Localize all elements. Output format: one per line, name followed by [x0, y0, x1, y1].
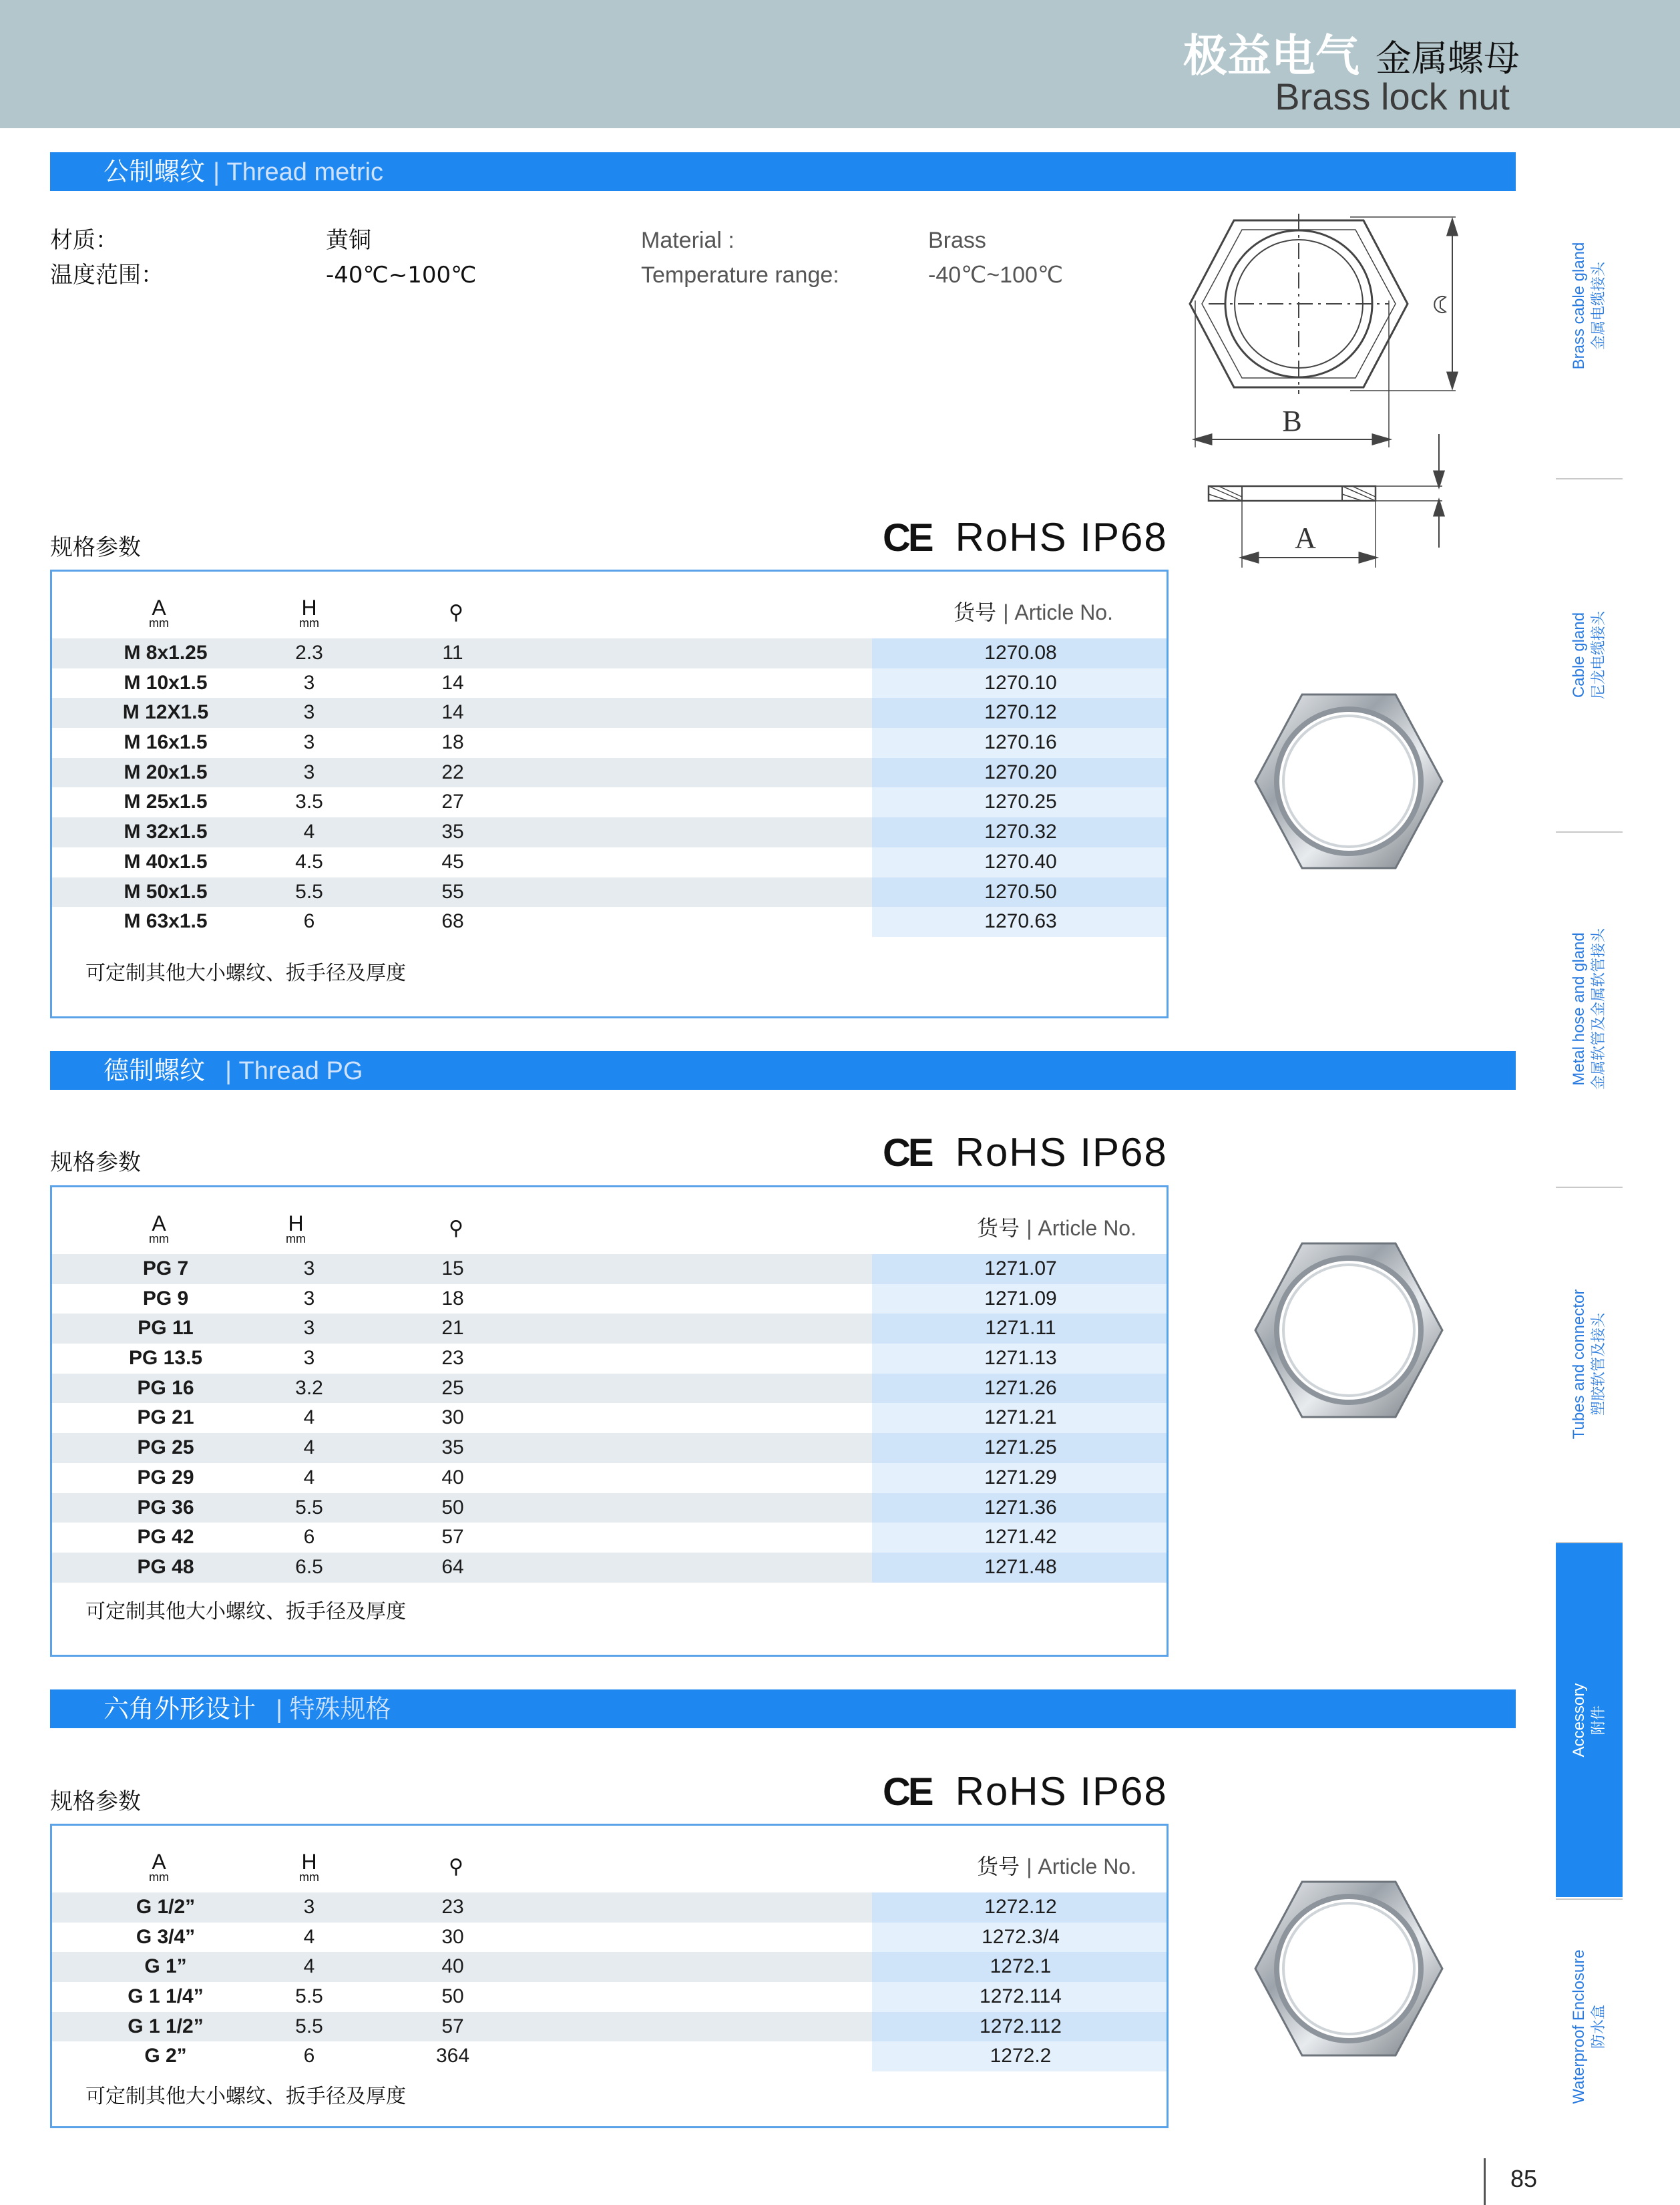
article-number-cell: 1271.26: [984, 1376, 1057, 1399]
spec-table-metric: [50, 570, 1169, 1018]
table-row: [52, 1314, 1167, 1344]
table-row: [52, 2041, 1167, 2071]
height-cell: 4: [303, 1925, 315, 1948]
height-cell: 4: [303, 1466, 315, 1488]
col-header-article: 货号 | Article No.: [977, 1215, 1136, 1241]
table-rows: [52, 1892, 1167, 2071]
table-row: [52, 1553, 1167, 1583]
height-cell: 3.2: [295, 1376, 323, 1399]
table-row: [52, 1433, 1167, 1463]
brand-name: 极益电气: [1183, 30, 1359, 81]
height-cell: 5.5: [295, 1985, 323, 2008]
temp-label-zh: 温度范围：: [50, 262, 164, 288]
nut-technical-drawing: [1182, 200, 1462, 574]
article-number-cell: 1271.11: [985, 1317, 1056, 1340]
wrench-size-cell: 55: [441, 880, 464, 903]
height-cell: 4: [303, 1955, 315, 1978]
spec-title: 规格参数: [50, 1788, 141, 1815]
height-cell: 3: [303, 1317, 315, 1340]
temp-label-en: Temperature range:: [641, 262, 839, 288]
side-tab-label-zh: 尼龙电缆接头: [1591, 610, 1607, 699]
material-value-en: Brass: [928, 228, 986, 253]
custom-note: 可定制其他大小螺纹、扳手径及厚度: [85, 962, 406, 985]
article-number-cell: 1270.50: [984, 880, 1057, 903]
height-cell: 3: [303, 1896, 315, 1918]
thread-size-cell: M 16x1.5: [124, 731, 208, 754]
temp-value-en: -40℃~100℃: [928, 262, 1064, 288]
thread-size-cell: M 8x1.25: [124, 642, 208, 664]
height-cell: 4: [303, 1436, 315, 1459]
article-number-cell: 1271.09: [984, 1287, 1057, 1310]
height-cell: 3: [303, 761, 315, 783]
col-header-article: 货号 | Article No.: [977, 1854, 1136, 1879]
height-cell: 6: [303, 910, 315, 933]
ce-mark: CE: [883, 516, 931, 560]
col-header-a: A mm: [149, 596, 169, 630]
rohs-mark: RoHS: [955, 1130, 1068, 1175]
wrench-size-cell: 35: [441, 1436, 464, 1459]
height-cell: 2.3: [295, 642, 323, 664]
table-row: [52, 787, 1167, 817]
page-header: [0, 0, 1680, 128]
ip-rating: IP68: [1080, 1769, 1168, 1814]
section-title-zh: 德制螺纹: [103, 1056, 206, 1085]
article-number-cell: 1270.12: [984, 701, 1057, 724]
wrench-size-cell: 50: [441, 1985, 464, 2008]
height-cell: 3: [303, 731, 315, 754]
side-tab-cable-gland[interactable]: [1556, 479, 1623, 830]
ip-rating: IP68: [1080, 515, 1168, 560]
section-bar-pg: [50, 1051, 1516, 1090]
side-tab-label-en: Metal hose and gland: [1570, 932, 1588, 1086]
side-tab-waterproof-enclosure[interactable]: [1556, 1900, 1623, 2154]
thread-size-cell: M 10x1.5: [124, 671, 208, 694]
table-row: [52, 668, 1167, 698]
side-tab-label-en: Accessory: [1570, 1683, 1588, 1758]
col-header-article: 货号 | Article No.: [954, 600, 1113, 625]
height-cell: 3: [303, 671, 315, 694]
spec-title: 规格参数: [50, 534, 141, 561]
rohs-mark: RoHS: [955, 515, 1068, 560]
wrench-size-cell: 23: [441, 1896, 464, 1918]
table-row: [52, 1284, 1167, 1314]
wrench-size-cell: 23: [441, 1347, 464, 1370]
article-number-cell: 1272.3/4: [982, 1925, 1060, 1948]
thread-size-cell: M 20x1.5: [124, 761, 208, 783]
table-row: [52, 638, 1167, 668]
height-cell: 3: [303, 701, 315, 724]
section-title-zh: 公制螺纹: [103, 157, 206, 186]
wrench-size-cell: 364: [435, 2045, 470, 2067]
section-title-en: | Thread metric: [213, 158, 383, 186]
custom-note: 可定制其他大小螺纹、扳手径及厚度: [85, 1600, 406, 1623]
spec-title: 规格参数: [50, 1149, 141, 1176]
table-row: [52, 907, 1167, 937]
side-tab-label-en: Brass cable gland: [1570, 242, 1588, 369]
nut-product-photo: [1249, 688, 1449, 875]
product-title-en: Brass lock nut: [1275, 75, 1510, 118]
article-number-cell: 1272.114: [980, 1985, 1062, 2008]
wrench-size-cell: 40: [441, 1466, 464, 1488]
col-header-a: A mm: [149, 1211, 169, 1245]
article-number-cell: 1270.40: [984, 850, 1057, 873]
table-row: [52, 1892, 1167, 1923]
article-number-cell: 1270.10: [984, 671, 1057, 694]
table-row: [52, 1344, 1167, 1374]
wrench-size-cell: 14: [441, 701, 464, 724]
wrench-size-cell: 40: [441, 1955, 464, 1978]
thread-size-cell: PG 36: [137, 1496, 194, 1519]
table-row: [52, 1493, 1167, 1523]
section-title-en: | Thread PG: [225, 1057, 363, 1085]
page-number: 85: [1510, 2165, 1538, 2192]
article-number-cell: 1272.112: [980, 2015, 1062, 2037]
thread-size-cell: G 2”: [144, 2045, 187, 2067]
certification-marks: [883, 1129, 1168, 1175]
col-header-a: A mm: [149, 1850, 169, 1884]
height-cell: 4: [303, 821, 315, 843]
side-tab-accessory[interactable]: [1556, 1543, 1623, 1897]
height-cell: 6: [303, 1526, 315, 1549]
thread-size-cell: G 1/2”: [136, 1896, 196, 1918]
wrench-size-cell: 45: [441, 850, 464, 873]
thread-size-cell: PG 7: [142, 1257, 189, 1279]
height-cell: 5.5: [295, 1496, 323, 1519]
custom-note: 可定制其他大小螺纹、扳手径及厚度: [85, 2085, 406, 2108]
thread-size-cell: PG 21: [137, 1406, 194, 1429]
thread-size-cell: PG 11: [138, 1317, 194, 1340]
wrench-size-cell: 35: [441, 821, 464, 843]
spec-table-pg: [50, 1185, 1169, 1657]
table-header: [52, 572, 1167, 638]
height-cell: 3: [303, 1257, 315, 1279]
article-number-cell: 1270.16: [984, 731, 1057, 754]
wrench-icon: ⚲: [449, 602, 463, 624]
height-cell: 4.5: [295, 850, 323, 873]
article-number-cell: 1270.20: [984, 761, 1057, 783]
article-number-cell: 1270.32: [984, 821, 1057, 843]
wrench-icon: ⚲: [449, 1856, 463, 1878]
thread-size-cell: PG 29: [137, 1466, 194, 1488]
wrench-size-cell: 68: [441, 910, 464, 933]
table-row: [52, 2012, 1167, 2042]
article-number-cell: 1272.1: [990, 1955, 1052, 1978]
side-tab-label-zh: 塑胶软管及接头: [1591, 1313, 1607, 1416]
thread-size-cell: G 1 1/2”: [128, 2015, 204, 2037]
wrench-size-cell: 50: [441, 1496, 464, 1519]
col-header-h: H mm: [299, 596, 319, 630]
thread-size-cell: M 25x1.5: [124, 791, 208, 813]
ce-mark: CE: [883, 1131, 931, 1175]
thread-size-cell: M 40x1.5: [124, 850, 208, 873]
nut-product-photo: [1249, 1237, 1449, 1424]
thread-size-cell: PG 16: [137, 1376, 194, 1399]
article-number-cell: 1271.29: [984, 1466, 1057, 1488]
nut-product-photo: [1249, 1875, 1449, 2062]
article-number-cell: 1272.2: [990, 2045, 1052, 2067]
thread-size-cell: PG 48: [137, 1555, 194, 1578]
table-rows: [52, 1254, 1167, 1583]
certification-marks: [883, 1768, 1168, 1814]
brand-title: [1183, 20, 1520, 83]
table-row: [52, 1952, 1167, 1982]
col-header-h: H mm: [299, 1850, 319, 1884]
table-row: [52, 698, 1167, 728]
page-number-divider: [1484, 2158, 1486, 2205]
side-tab-brass-cable-gland[interactable]: [1556, 134, 1623, 477]
wrench-size-cell: 57: [441, 2015, 464, 2037]
wrench-size-cell: 22: [441, 761, 464, 783]
col-header-h: H mm: [286, 1211, 306, 1245]
wrench-icon: ⚲: [449, 1217, 463, 1239]
thread-size-cell: PG 42: [137, 1526, 194, 1549]
table-row: [52, 1463, 1167, 1493]
article-number-cell: 1271.07: [984, 1257, 1057, 1279]
table-row: [52, 877, 1167, 908]
side-tab-label-zh: 防水盒: [1591, 2005, 1607, 2049]
table-row: [52, 1982, 1167, 2012]
thread-size-cell: PG 9: [142, 1287, 189, 1310]
height-cell: 3: [303, 1287, 315, 1310]
dimension-label-a: A: [1295, 522, 1316, 554]
table-row: [52, 758, 1167, 788]
wrench-size-cell: 14: [441, 671, 464, 694]
article-number-cell: 1270.25: [984, 791, 1057, 813]
wrench-size-cell: 25: [441, 1376, 464, 1399]
height-cell: 3.5: [295, 791, 323, 813]
table-row: [52, 1374, 1167, 1404]
height-cell: 5.5: [295, 880, 323, 903]
table-rows: [52, 638, 1167, 937]
side-tab-label-zh: 金属软管及金属软管接头: [1591, 928, 1607, 1090]
thread-size-cell: M 12X1.5: [122, 701, 209, 724]
article-number-cell: 1271.21: [984, 1406, 1057, 1429]
wrench-size-cell: 30: [441, 1925, 464, 1948]
dimension-label-b: B: [1282, 405, 1302, 437]
table-header: [52, 1187, 1167, 1254]
section-title-zh: 六角外形设计: [103, 1694, 256, 1724]
article-number-cell: 1271.36: [984, 1496, 1057, 1519]
article-number-cell: 1270.63: [984, 910, 1057, 933]
ce-mark: CE: [883, 1770, 931, 1814]
wrench-size-cell: 15: [441, 1257, 464, 1279]
thread-size-cell: G 3/4”: [136, 1925, 196, 1948]
side-tab-label-zh: 金属电缆接头: [1591, 261, 1607, 350]
section-bar-metric: [50, 152, 1516, 191]
side-tab-tubes-connector[interactable]: [1556, 1188, 1623, 1541]
wrench-size-cell: 11: [442, 642, 463, 664]
wrench-size-cell: 64: [441, 1555, 464, 1578]
side-tab-metal-hose[interactable]: [1556, 833, 1623, 1185]
temp-value-zh: -40℃~100℃: [326, 262, 477, 288]
material-label-en: Material :: [641, 228, 734, 253]
thread-size-cell: G 1 1/4”: [128, 1985, 204, 2008]
side-tab-label-en: Tubes and connector: [1570, 1289, 1588, 1440]
table-row: [52, 847, 1167, 877]
table-row: [52, 1254, 1167, 1284]
side-tab-label-en: Waterproof Enclosure: [1570, 1949, 1588, 2104]
article-number-cell: 1270.08: [984, 642, 1057, 664]
table-row: [52, 1523, 1167, 1553]
table-row: [52, 1403, 1167, 1433]
ip-rating: IP68: [1080, 1130, 1168, 1175]
wrench-size-cell: 27: [441, 791, 464, 813]
thread-size-cell: M 32x1.5: [124, 821, 208, 843]
side-tab-label-zh: 附件: [1591, 1705, 1607, 1736]
article-number-cell: 1271.13: [984, 1347, 1057, 1370]
thread-size-cell: PG 13.5: [128, 1347, 203, 1370]
thread-size-cell: G 1”: [144, 1955, 187, 1978]
product-title-zh: 金属螺母: [1376, 37, 1520, 79]
wrench-size-cell: 18: [441, 731, 464, 754]
thread-size-cell: M 50x1.5: [124, 880, 208, 903]
side-tab-label-en: Cable gland: [1570, 612, 1588, 698]
material-label-zh: 材质：: [50, 227, 118, 254]
wrench-size-cell: 57: [441, 1526, 464, 1549]
section-bar-hex: [50, 1689, 1516, 1728]
article-number-cell: 1271.48: [984, 1555, 1057, 1578]
height-cell: 6: [303, 2045, 315, 2067]
certification-marks: [883, 514, 1168, 560]
wrench-size-cell: 21: [441, 1317, 464, 1340]
wrench-size-cell: 30: [441, 1406, 464, 1429]
material-value-zh: 黄铜: [326, 227, 371, 254]
thread-size-cell: M 63x1.5: [124, 910, 208, 933]
section-title-en: | 特殊规格: [276, 1695, 391, 1724]
rohs-mark: RoHS: [955, 1769, 1068, 1814]
wrench-size-cell: 18: [441, 1287, 464, 1310]
table-header: [52, 1826, 1167, 1892]
height-cell: 5.5: [295, 2015, 323, 2037]
thread-size-cell: PG 25: [137, 1436, 194, 1459]
height-cell: 4: [303, 1406, 315, 1429]
article-number-cell: 1272.12: [984, 1896, 1057, 1918]
height-cell: 3: [303, 1347, 315, 1370]
height-cell: 6.5: [295, 1555, 323, 1578]
table-row: [52, 1923, 1167, 1953]
article-number-cell: 1271.42: [984, 1526, 1057, 1549]
article-number-cell: 1271.25: [984, 1436, 1057, 1459]
table-row: [52, 728, 1167, 758]
spec-table-hex: [50, 1824, 1169, 2128]
table-row: [52, 817, 1167, 847]
